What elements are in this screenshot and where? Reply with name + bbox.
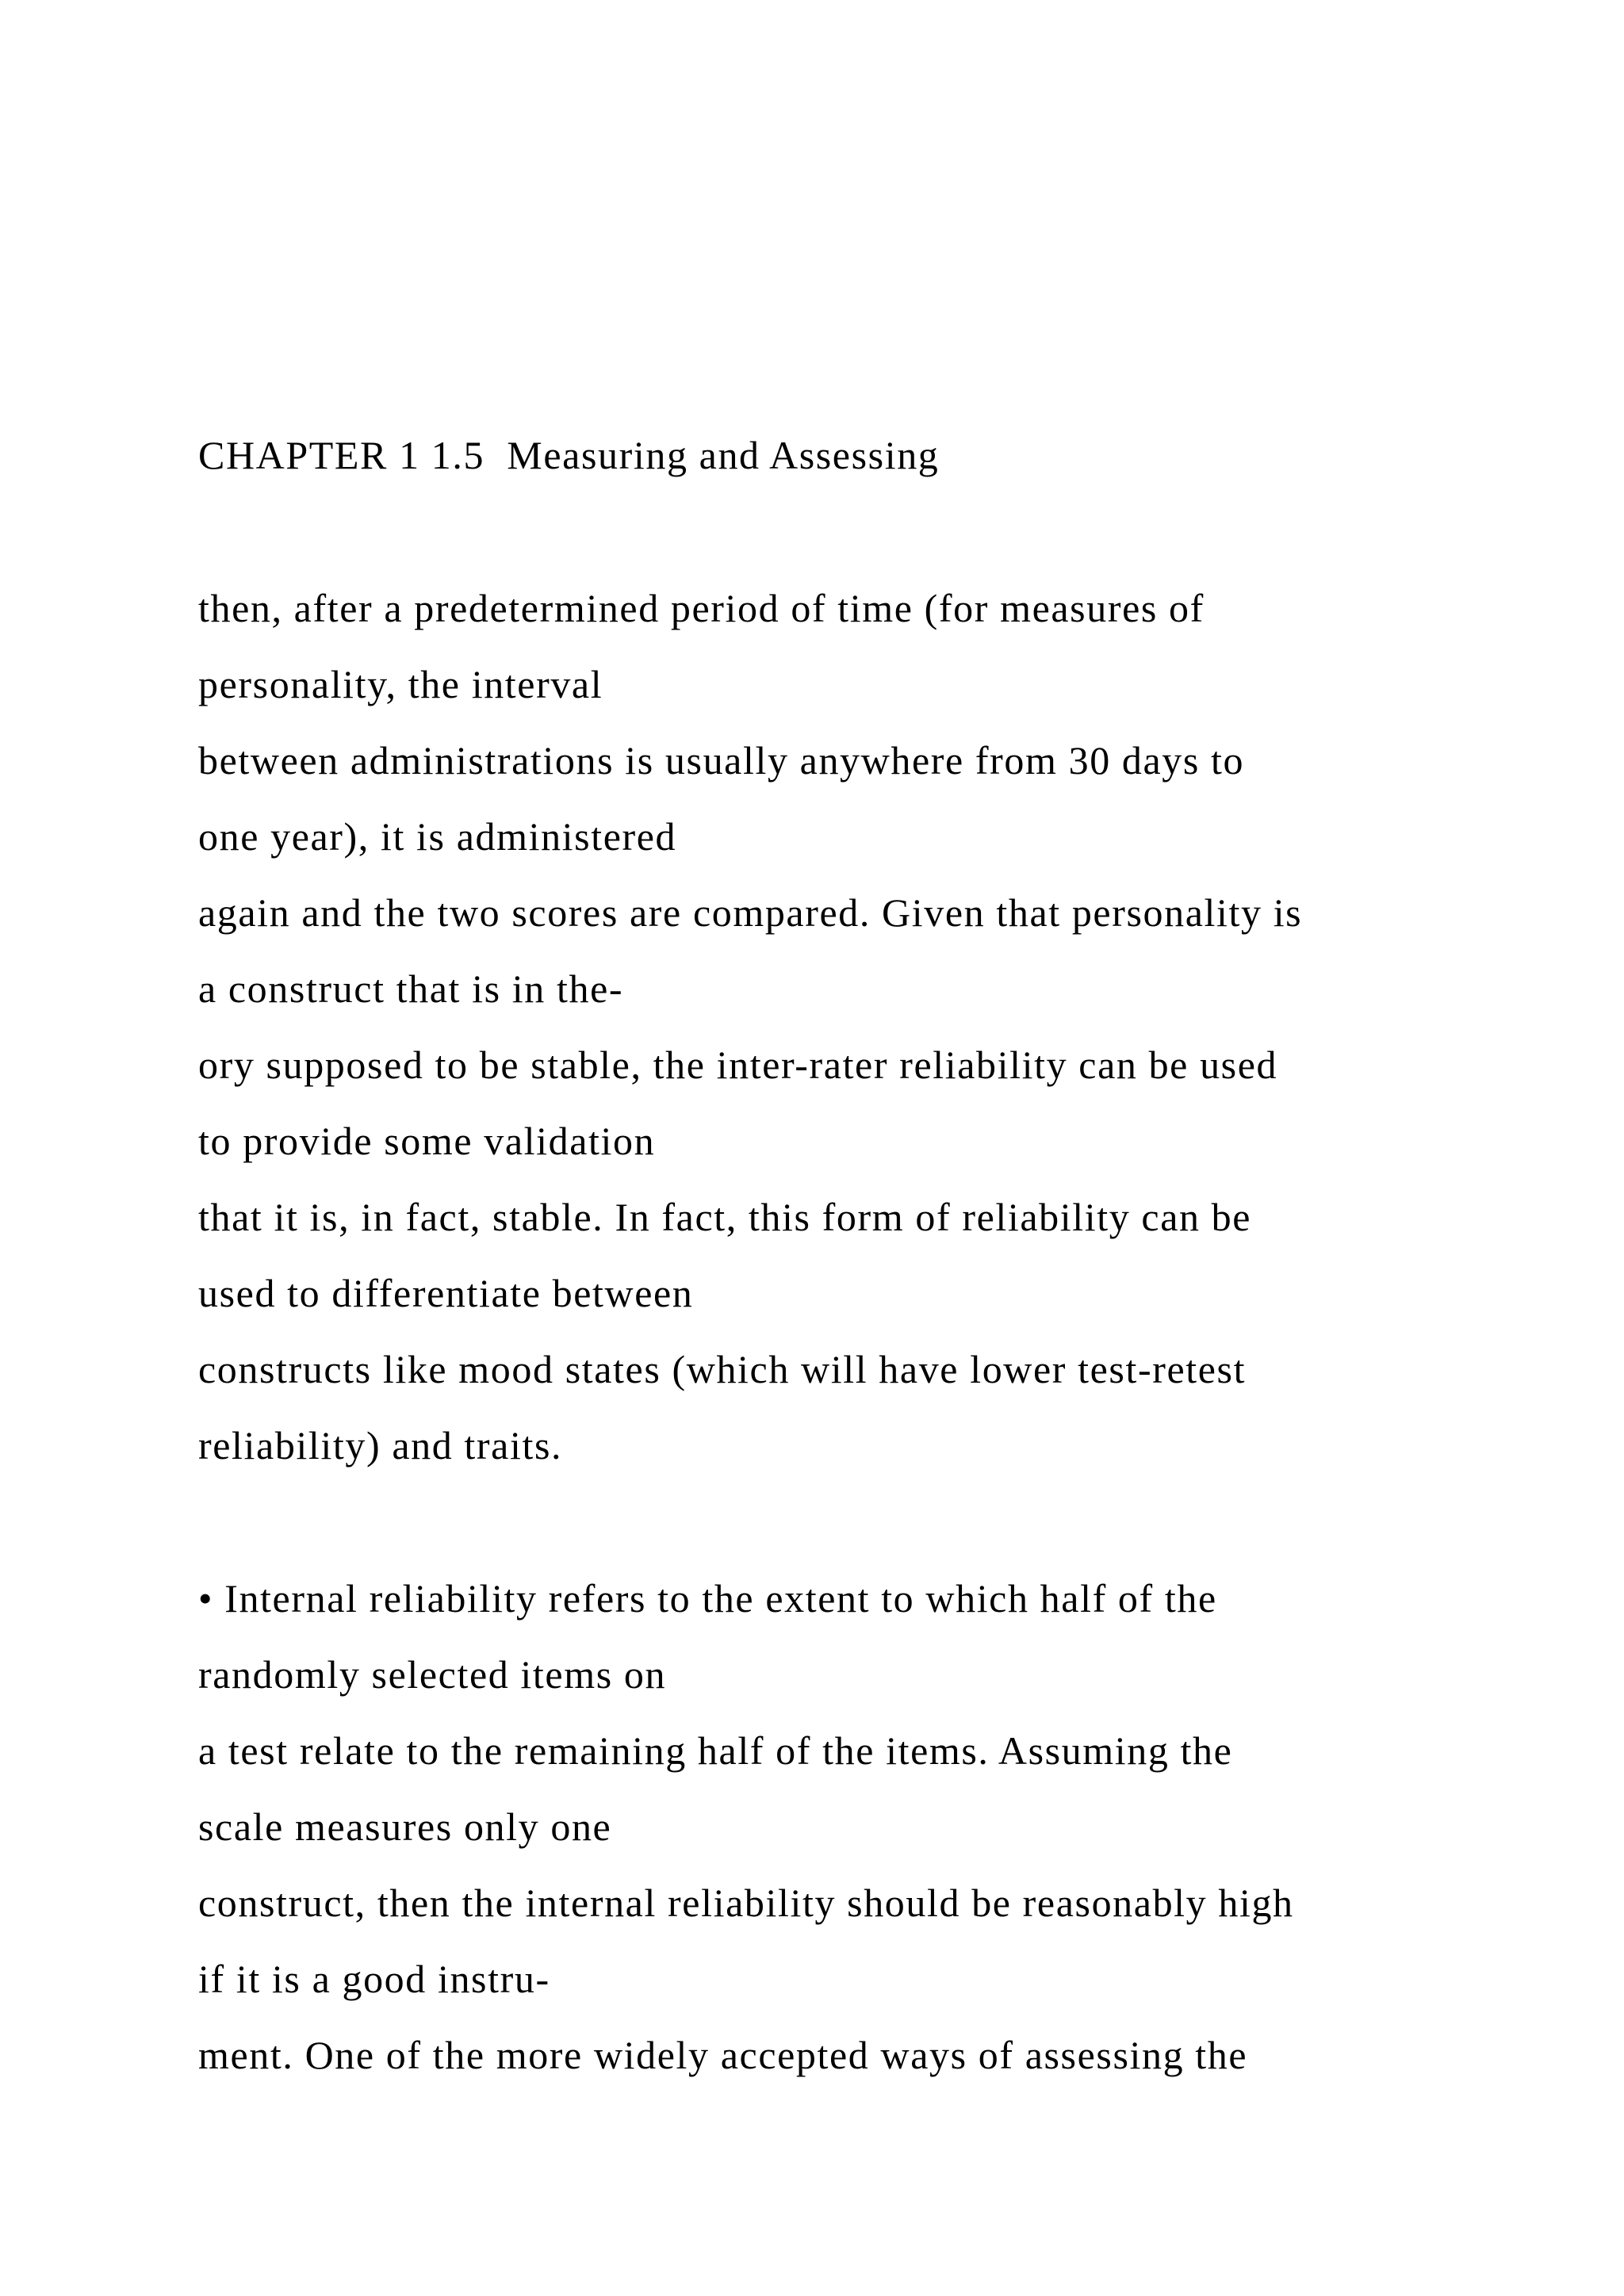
text-line: reliability) and traits. [198,1423,563,1468]
text-line: personality, the interval [198,662,603,706]
text-line: scale measures only one [198,1804,612,1849]
text-line: a test relate to the remaining half of the items. Assuming the [198,1728,1233,1773]
text-line: if it is a good instru- [198,1957,550,2001]
text-line: construct, then the internal reliability should be reasonably high [198,1881,1294,1925]
text-line: constructs like mood states (which will have lower test-retest [198,1347,1247,1391]
text-line: ment. One of the more widely accepted ways of assessing the [198,2033,1248,2077]
text-line: one year), it is administered [198,814,677,859]
text-line: randomly selected items on [198,1652,667,1697]
text-line: that it is, in fact, stable. In fact, this form of reliability can be [198,1195,1252,1239]
chapter-heading: CHAPTER 1 1.5 Measuring and Assessing [198,433,940,477]
text-line: between administrations is usually anywhere from 30 days to [198,738,1245,783]
text-line: a construct that is in the- [198,966,624,1011]
text-line: used to differentiate between [198,1271,694,1315]
text-line: then, after a predetermined period of time (for measures of [198,586,1205,630]
text-line: ory supposed to be stable, the inter-rater reliability can be used [198,1043,1278,1087]
text-line: again and the two scores are compared. Given that personality is [198,890,1303,935]
bullet-text-line: • Internal reliability refers to the extent to which half of the [198,1576,1217,1621]
text-line: to provide some validation [198,1119,656,1163]
